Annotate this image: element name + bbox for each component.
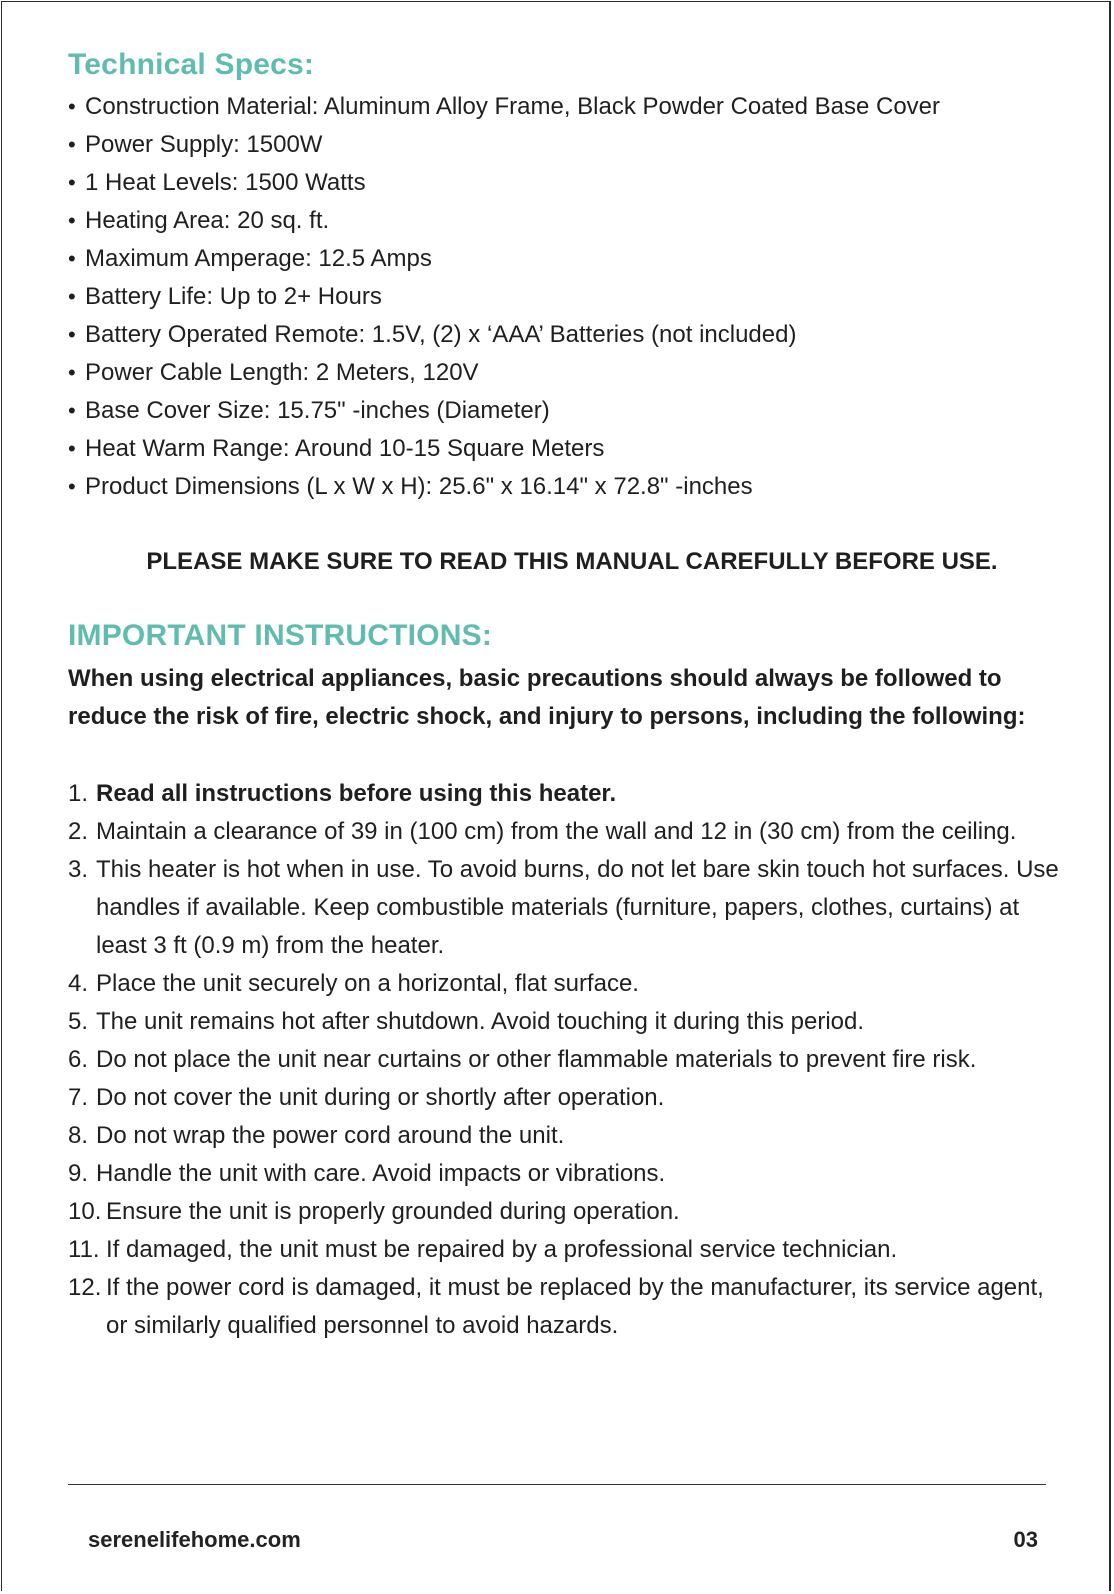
instruction-number: 9. (68, 1160, 89, 1187)
spec-text: Battery Life: Up to 2+ Hours (85, 283, 382, 310)
instruction-item (68, 1231, 1068, 1269)
website-link[interactable]: serenelifehome.com (88, 1527, 301, 1552)
instruction-item (68, 1041, 1068, 1079)
spec-item (68, 356, 940, 394)
spec-text: Power Supply: 1500W (85, 131, 323, 158)
read-manual-warning: PLEASE MAKE SURE TO READ THIS MANUAL CAREFULLY BEFORE USE. (146, 548, 998, 575)
spec-text: Maximum Amperage: 12.5 Amps (85, 245, 432, 272)
instruction-item (68, 1117, 1068, 1155)
instruction-item (68, 1269, 1068, 1345)
bullet-icon: • (68, 398, 76, 423)
instructions-list (68, 775, 1068, 1345)
bullet-icon: • (68, 208, 76, 233)
instruction-item (68, 1003, 1068, 1041)
instruction-item (68, 1079, 1068, 1117)
instruction-number: 2. (68, 818, 89, 845)
spec-text: Battery Operated Remote: 1.5V, (2) x ‘AAA’ Batteries (not included) (85, 321, 797, 348)
footer-divider (68, 1484, 1046, 1485)
instruction-text: The unit remains hot after shutdown. Avoid touching it during this period. (96, 1008, 865, 1035)
instruction-number: 5. (68, 1008, 89, 1035)
instruction-number: 7. (68, 1084, 89, 1111)
instruction-text: If the power cord is damaged, it must be replaced by the manufacturer, its service agent, or similarly qualified personnel to avoid hazards. (106, 1274, 1044, 1339)
instruction-item (68, 1155, 1068, 1193)
bullet-icon: • (68, 94, 76, 119)
bullet-icon: • (68, 170, 76, 195)
spec-item (68, 432, 940, 470)
instruction-text: Do not cover the unit during or shortly after operation. (96, 1084, 665, 1111)
spec-item (68, 128, 940, 166)
spec-text: Construction Material: Aluminum Alloy Frame, Black Powder Coated Base Cover (85, 93, 941, 120)
bullet-icon: • (68, 132, 76, 157)
spec-text: Base Cover Size: 15.75" -inches (Diameter) (85, 397, 550, 424)
spec-text: Heat Warm Range: Around 10-15 Square Meters (85, 435, 605, 462)
spec-item (68, 242, 940, 280)
bullet-icon: • (68, 360, 76, 385)
spec-item (68, 470, 940, 508)
instruction-number: 12. (68, 1274, 102, 1301)
page-number: 03 (1013, 1527, 1038, 1552)
instruction-number: 4. (68, 970, 89, 997)
bullet-icon: • (68, 474, 76, 499)
instruction-item (68, 813, 1068, 851)
instruction-text: Maintain a clearance of 39 in (100 cm) from the wall and 12 in (30 cm) from the ceiling. (96, 818, 1017, 845)
spec-text: Product Dimensions (L x W x H): 25.6" x 16.14" x 72.8" -inches (85, 473, 753, 500)
instruction-item (68, 1193, 1068, 1231)
instruction-number: 10. (68, 1198, 102, 1225)
instruction-text: This heater is hot when in use. To avoid burns, do not let bare skin touch hot surfaces. Use handles if available. Keep combustible materials (furniture, papers, clothes, curtains) at least 3 ft (0.9 m) from the heater. (96, 856, 1059, 959)
instruction-text: Ensure the unit is properly grounded during operation. (106, 1198, 680, 1225)
instruction-number: 6. (68, 1046, 89, 1073)
instruction-number: 8. (68, 1122, 89, 1149)
instructions-intro: When using electrical appliances, basic precautions should always be followed to reduce the risk of fire, electric shock, and injury to persons, including the following: (68, 665, 1026, 730)
instruction-text: Read all instructions before using this heater. (96, 780, 617, 807)
spec-text: Heating Area: 20 sq. ft. (85, 207, 330, 234)
instruction-item (68, 851, 1068, 965)
instruction-item (68, 775, 1068, 813)
spec-text: 1 Heat Levels: 1500 Watts (85, 169, 366, 196)
instruction-text: Do not wrap the power cord around the unit. (96, 1122, 565, 1149)
spec-text: Power Cable Length: 2 Meters, 120V (85, 359, 479, 386)
spec-item (68, 204, 940, 242)
spec-item (68, 166, 940, 204)
instruction-item (68, 965, 1068, 1003)
important-instructions-heading: IMPORTANT INSTRUCTIONS: (68, 619, 493, 652)
instruction-text: Handle the unit with care. Avoid impacts or vibrations. (96, 1160, 666, 1187)
spec-item (68, 90, 940, 128)
instruction-text: Place the unit securely on a horizontal, flat surface. (96, 970, 639, 997)
bullet-icon: • (68, 322, 76, 347)
instruction-text: If damaged, the unit must be repaired by a professional service technician. (106, 1236, 898, 1263)
technical-specs-list (68, 90, 940, 508)
spec-item (68, 280, 940, 318)
bullet-icon: • (68, 436, 76, 461)
bullet-icon: • (68, 246, 76, 271)
instruction-number: 1. (68, 780, 89, 807)
instruction-text: Do not place the unit near curtains or other flammable materials to prevent fire risk. (96, 1046, 977, 1073)
spec-item (68, 318, 940, 356)
instruction-number: 11. (68, 1236, 100, 1263)
spec-item (68, 394, 940, 432)
instruction-number: 3. (68, 856, 89, 883)
technical-specs-heading: Technical Specs: (68, 48, 315, 81)
bullet-icon: • (68, 284, 76, 309)
